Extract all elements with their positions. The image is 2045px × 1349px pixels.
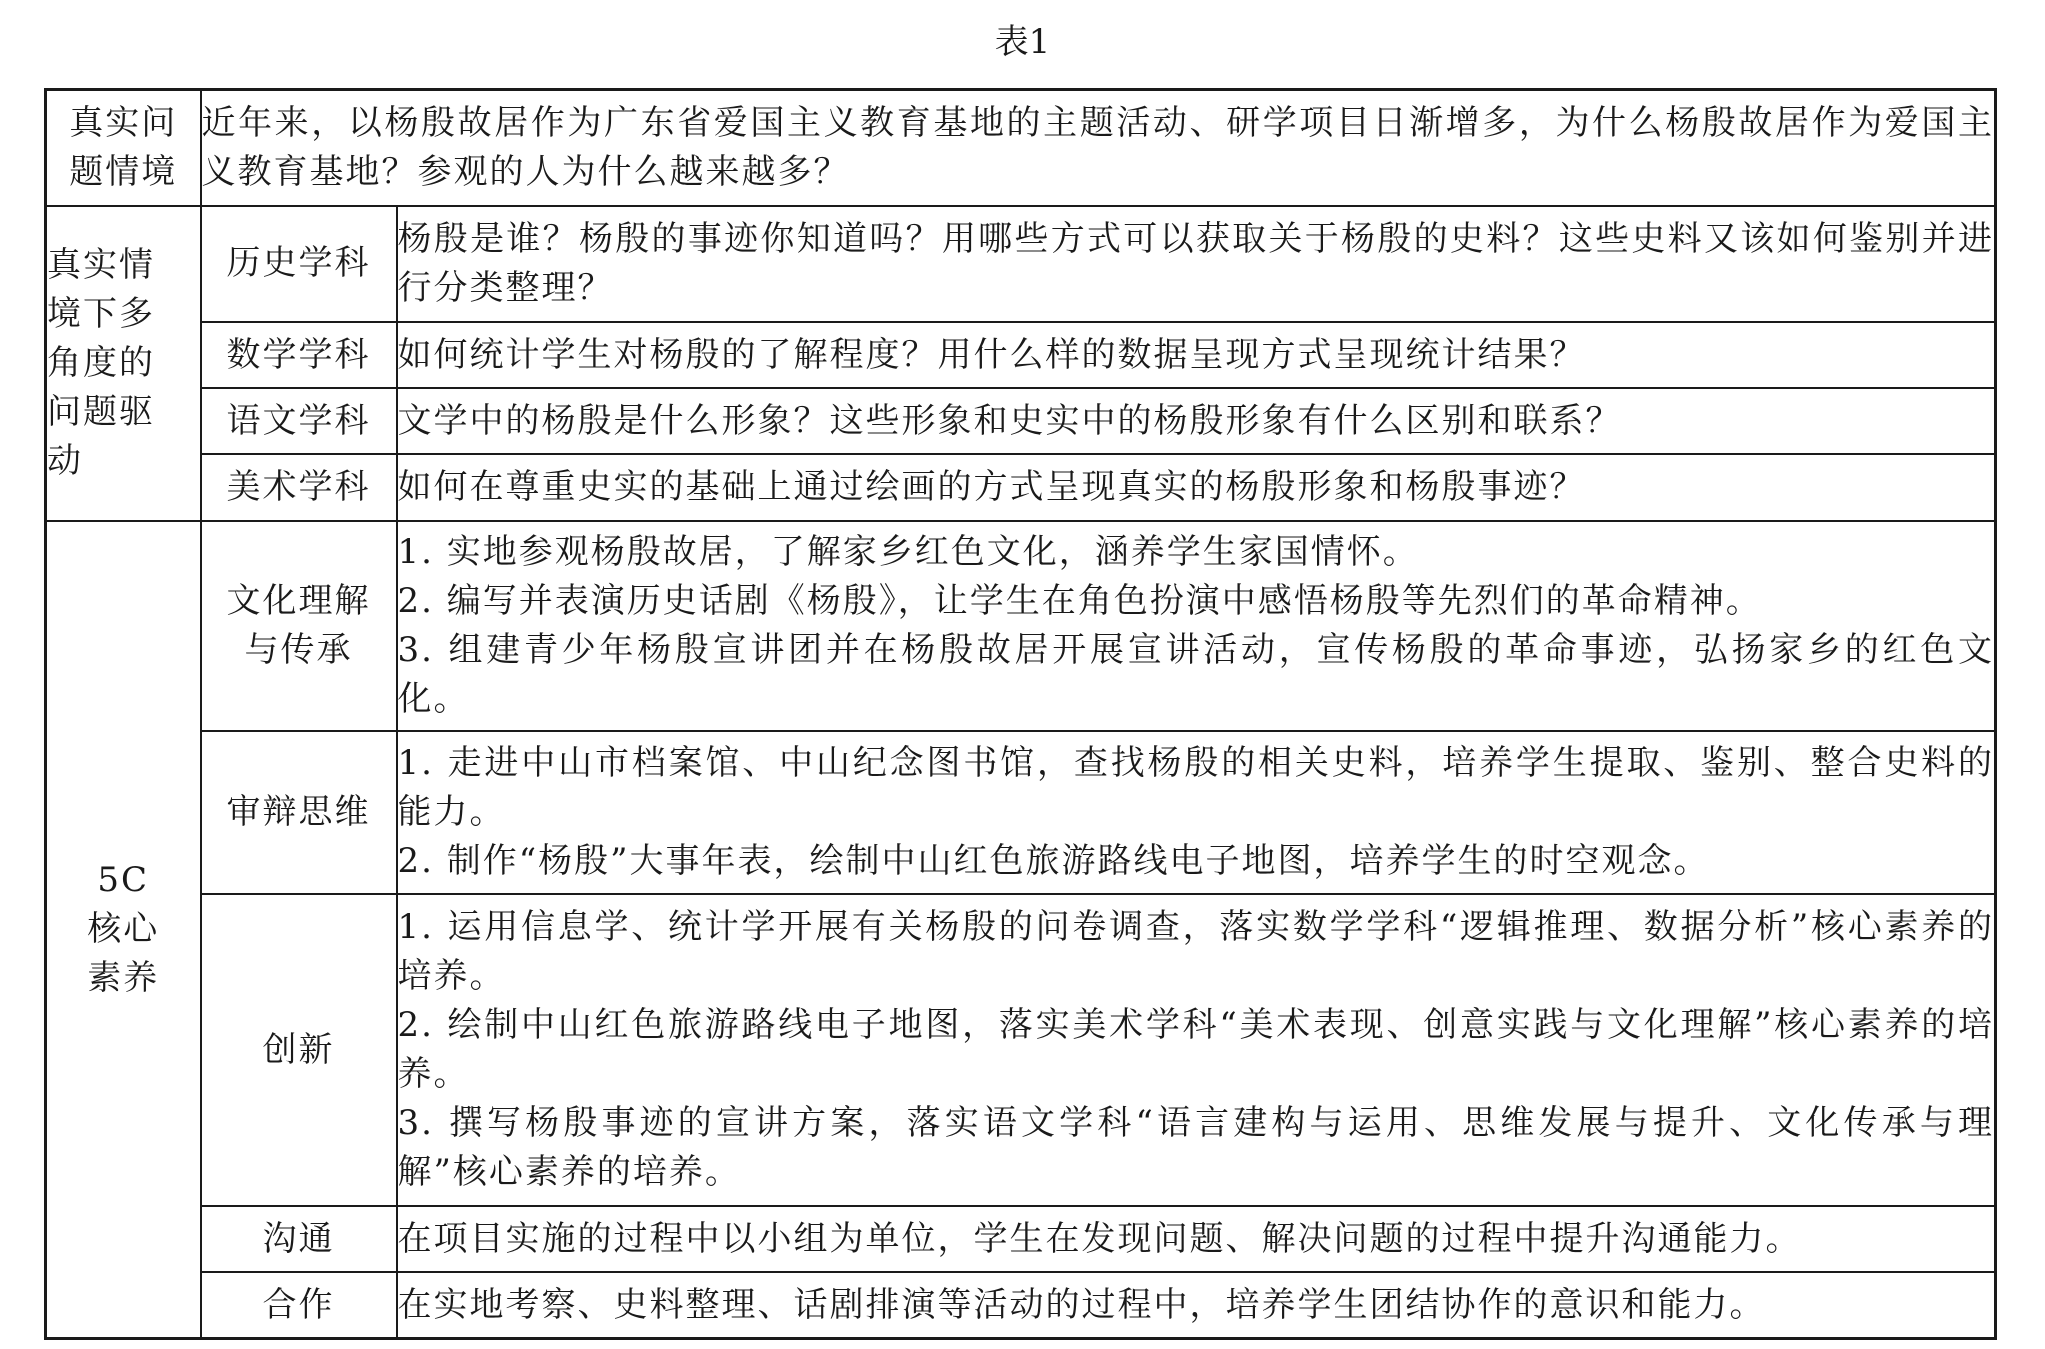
label-line: 真实问 — [69, 102, 178, 143]
list-item: 1. 走进中山市档案馆、中山纪念图书馆，查找杨殷的相关史料，培养学生提取、鉴别、整合史料的能力。 — [397, 743, 1994, 833]
core-communication-text: 在项目实施的过程中以小组为单位，学生在发现问题、解决问题的过程中提升沟通能力。 — [397, 1206, 1996, 1272]
subject-history: 历史学科 — [201, 206, 397, 322]
table-row — [46, 894, 1996, 1206]
core-5c-label — [46, 521, 201, 1339]
project-table — [44, 88, 1997, 1340]
list-item: 1. 实地参观杨殷故居，了解家乡红色文化，涵养学生家国情怀。 — [397, 531, 1419, 572]
subject-chinese: 语文学科 — [201, 388, 397, 454]
table-row — [46, 454, 1996, 520]
label-line: 境下多 — [47, 293, 155, 334]
core-critical-thinking-text — [397, 731, 1996, 894]
real-problem-text: 近年来，以杨殷故居作为广东省爱国主义教育基地的主题活动、研学项目日渐增多，为什么杨殷故居作为爱国主义教育基地？参观的人为什么越来越多？ — [201, 90, 1996, 206]
core-innovation: 创新 — [201, 894, 397, 1206]
label-line: 与传承 — [244, 629, 353, 670]
list-item: 1. 运用信息学、统计学开展有关杨殷的问卷调查，落实数学学科“逻辑推理、数据分析”核心素养的培养。 — [397, 907, 1994, 997]
table-row — [46, 521, 1996, 732]
label-line: 5C — [97, 859, 150, 900]
label-line: 素养 — [87, 957, 160, 998]
core-culture — [201, 521, 397, 732]
subject-math-text: 如何统计学生对杨殷的了解程度？用什么样的数据呈现方式呈现统计结果？ — [397, 322, 1996, 388]
label-line: 文化理解 — [226, 580, 371, 621]
label-line: 核心 — [87, 908, 160, 949]
core-innovation-text — [397, 894, 1996, 1206]
subject-history-text: 杨殷是谁？杨殷的事迹你知道吗？用哪些方式可以获取关于杨殷的史料？这些史料又该如何鉴别并进行分类整理？ — [397, 206, 1996, 322]
core-cooperation: 合作 — [201, 1272, 397, 1338]
subject-math: 数学学科 — [201, 322, 397, 388]
table-row — [46, 322, 1996, 388]
list-item: 3. 撰写杨殷事迹的宣讲方案，落实语文学科“语言建构与运用、思维发展与提升、文化传承与理解”核心素养的培养。 — [397, 1103, 1994, 1193]
core-critical-thinking: 审辩思维 — [201, 731, 397, 894]
list-item: 2. 编写并表演历史话剧《杨殷》，让学生在角色扮演中感悟杨殷等先烈们的革命精神。 — [397, 580, 1762, 621]
table-row — [46, 90, 1996, 206]
label-line: 角度的 — [47, 342, 155, 383]
table-row — [46, 1272, 1996, 1338]
subject-art: 美术学科 — [201, 454, 397, 520]
real-problem-label — [46, 90, 201, 206]
table-row — [46, 388, 1996, 454]
label-line: 真实情 — [47, 244, 155, 285]
label-line: 动 — [47, 440, 83, 481]
core-culture-text — [397, 521, 1996, 732]
multi-angle-label — [46, 206, 201, 521]
core-communication: 沟通 — [201, 1206, 397, 1272]
label-line: 题情境 — [69, 151, 178, 192]
table-row — [46, 206, 1996, 322]
table-caption: 表1 — [994, 22, 1051, 62]
subject-art-text: 如何在尊重史实的基础上通过绘画的方式呈现真实的杨殷形象和杨殷事迹？ — [397, 454, 1996, 520]
list-item: 2. 制作“杨殷”大事年表，绘制中山红色旅游路线电子地图，培养学生的时空观念。 — [397, 841, 1710, 882]
label-line: 问题驱 — [47, 391, 155, 432]
table-row — [46, 731, 1996, 894]
subject-chinese-text: 文学中的杨殷是什么形象？这些形象和史实中的杨殷形象有什么区别和联系？ — [397, 388, 1996, 454]
list-item: 3. 组建青少年杨殷宣讲团并在杨殷故居开展宣讲活动，宣传杨殷的革命事迹，弘扬家乡的红色文化。 — [397, 629, 1994, 719]
core-cooperation-text: 在实地考察、史料整理、话剧排演等活动的过程中，培养学生团结协作的意识和能力。 — [397, 1272, 1996, 1338]
list-item: 2. 绘制中山红色旅游路线电子地图，落实美术学科“美术表现、创意实践与文化理解”核心素养的培养。 — [397, 1005, 1994, 1095]
table-row — [46, 1206, 1996, 1272]
